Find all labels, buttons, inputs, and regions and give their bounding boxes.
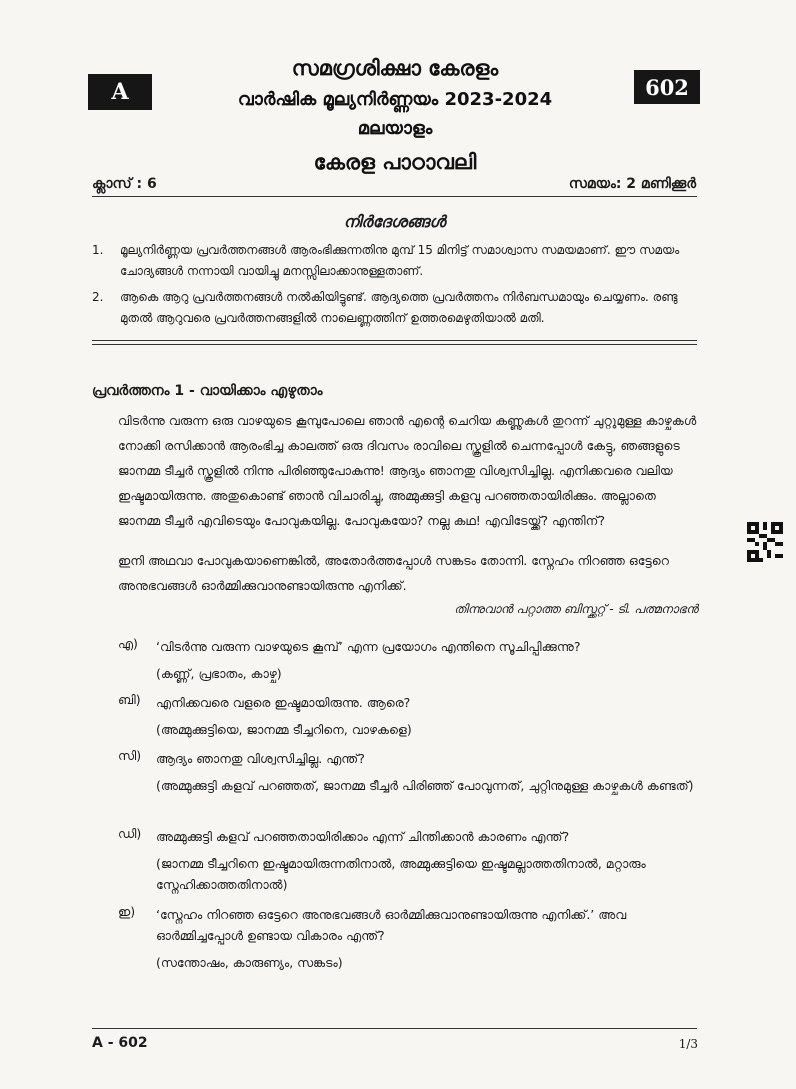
instructions-title: നിർദേശങ്ങൾ — [343, 212, 446, 231]
question-label: ഡി) — [118, 826, 142, 841]
passage-paragraph: വിടർന്നു വരുന്ന ഒരു വാഴയുടെ കൂമ്പുപോലെ ഞാൻ എന്റെ ചെറിയ കണ്ണുകൾ തുറന്ന് ചുറ്റുമുള്ള കാഴ്ചകൾ നോക്കി രസിക്കാൻ ആരംഭിച്ച കാലത്ത് ഒരു ദിവസം രാവിലെ സ്കൂളിൽ ചെന്നപ്പോൾ കേട്ടു, ഞങ്ങളുടെ ജാനമ്മ ടീച്ചർ സ്കൂളിൽ നിന്നു പിരിഞ്ഞുപോകുന്നു! ആദ്യം ഞാനതു വിശ്വസിച്ചില്ല. എനിക്കവരെ വലിയ ഇഷ്ടമായിരുന്നു. അതുകൊണ്ട് ഞാൻ വിചാരിച്ചു, അമ്മുക്കുട്ടി കളവു പറഞ്ഞതായിരിക്കും. അല്ലാതെ ജാനമ്മ ടീച്ചർ എവിടെയും പോവുകയില്ല. പോവുകയോ? നല്ല കഥ! എവിടേയ്ക്ക്? എന്തിന്? — [118, 413, 697, 528]
instruction-item — [92, 240, 697, 282]
question-item — [118, 826, 698, 895]
question-options: (കണ്ണ്, പ്രഭാതം, കാഴ്ച) — [156, 666, 282, 681]
set-code-badge: A — [88, 74, 152, 110]
book-title: കേരള പാഠാവലി — [313, 150, 477, 174]
instruction-text: മൂല്യനിർണ്ണയ പ്രവർത്തനങ്ങൾ ആരംഭിക്കുന്നതിനു മുമ്പ് 15 മിനിട്ട് സമാശ്വാസ സമയമാണ്. ഈ സമയം ചോദ്യങ്ങൾ നന്നായി വായിച്ചു മനസ്സിലാക്കാനുള്ളതാണ്. — [120, 243, 680, 278]
organization-title: സമഗ്രശിക്ഷാ കേരളം — [291, 56, 499, 80]
question-label: ബി) — [118, 692, 141, 707]
question-label: സി) — [118, 748, 142, 763]
footer-divider — [92, 1028, 697, 1029]
question-item — [118, 904, 698, 973]
question-item — [118, 692, 698, 740]
passage-source: തിന്നുവാൻ പറ്റാത്ത ബിസ്ക്കറ്റ് - ടി. പത്മനാഭൻ — [454, 602, 698, 616]
instruction-item — [92, 287, 697, 329]
subject-title: മലയാളം — [357, 118, 433, 139]
instructions-divider-top — [92, 340, 697, 341]
exam-title: വാർഷിക മൂല്യനിർണ്ണയം 2023-2024 — [237, 89, 553, 110]
page-number: 1/3 — [678, 1037, 698, 1051]
class-label: ക്ലാസ് : 6 — [92, 176, 157, 192]
paper-code-badge: 602 — [634, 70, 700, 104]
passage-paragraph: ഇനി അഥവാ പോവുകയാണെങ്കിൽ, അതോർത്തപ്പോൾ സങ്കടം തോന്നി. സ്നേഹം നിറഞ്ഞ ഒട്ടേറെ അനുഭവങ്ങൾ ഓർമ്മിക്കുവാനുണ്ടായിരുന്നു എനിക്ക്. — [118, 553, 669, 593]
question-label: ഇ) — [118, 904, 136, 919]
question-text: ‘സ്നേഹം നിറഞ്ഞ ഒട്ടേറെ അനുഭവങ്ങൾ ഓർമ്മിക്കുവാനുണ്ടായിരുന്നു എനിക്ക്.’ അവ ഓർമ്മിച്ചപ്പോൾ ഉണ്ടായ വികാരം എന്ത്? — [156, 907, 627, 943]
time-label: സമയം: 2 മണിക്കൂർ — [568, 176, 696, 192]
instruction-number: 1. — [92, 243, 104, 257]
header-divider — [92, 196, 697, 197]
instruction-text: ആകെ ആറു പ്രവർത്തനങ്ങൾ നൽകിയിട്ടുണ്ട്. ആദ്യത്തെ പ്രവർത്തനം നിർബന്ധമായും ചെയ്യണം. രണ്ടു മുതൽ ആറുവരെ പ്രവർത്തനങ്ങളിൽ നാലെണ്ണത്തിന് ഉത്തരമെഴുതിയാൽ മതി. — [120, 290, 678, 325]
question-text: അമ്മുക്കുട്ടി കളവ് പറഞ്ഞതായിരിക്കാം എന്ന് ചിന്തിക്കാൻ കാരണം എന്ത്? — [156, 829, 570, 844]
question-options: (അമ്മുക്കുട്ടിയെ, ജാനമ്മ ടീച്ചറിനെ, വാഴകളെ) — [156, 722, 412, 737]
question-label: എ) — [118, 636, 138, 651]
question-item — [118, 748, 698, 796]
footer-paper-code: A - 602 — [92, 1035, 148, 1051]
question-text: ‘വിടർന്നു വരുന്ന വാഴയുടെ കൂമ്പ്’ എന്ന പ്രയോഗം എന്തിനെ സൂചിപ്പിക്കുന്നു? — [156, 639, 581, 654]
question-options: (അമ്മുക്കുട്ടി കളവ് പറഞ്ഞത്, ജാനമ്മ ടീച്ചർ പിരിഞ്ഞ് പോവുന്നത്, ചുറ്റിനുമുള്ള കാഴ്ചകൾ കണ്ടത്) — [156, 778, 694, 793]
activity-title: പ്രവർത്തനം 1 - വായിക്കാം എഴുതാം — [92, 383, 323, 399]
question-item — [118, 636, 698, 684]
question-text: എനിക്കവരെ വളരെ ഇഷ്ടമായിരുന്നു. ആരെ? — [156, 695, 411, 710]
question-options: (ജാനമ്മ ടീച്ചറിനെ ഇഷ്ടമായിരുന്നതിനാൽ, അമ്മുക്കുട്ടിയെ ഇഷ്ടമല്ലാത്തതിനാൽ, മറ്റാരും സ്നേഹിക്കാത്തതിനാൽ) — [156, 856, 646, 892]
instructions-divider-bottom — [92, 344, 697, 345]
question-options: (സന്തോഷം, കാരുണ്യം, സങ്കടം) — [156, 955, 343, 970]
instruction-number: 2. — [92, 290, 104, 304]
qr-code-icon — [747, 522, 783, 562]
question-text: ആദ്യം ഞാനതു വിശ്വസിച്ചില്ല. എന്ത്? — [156, 751, 365, 766]
